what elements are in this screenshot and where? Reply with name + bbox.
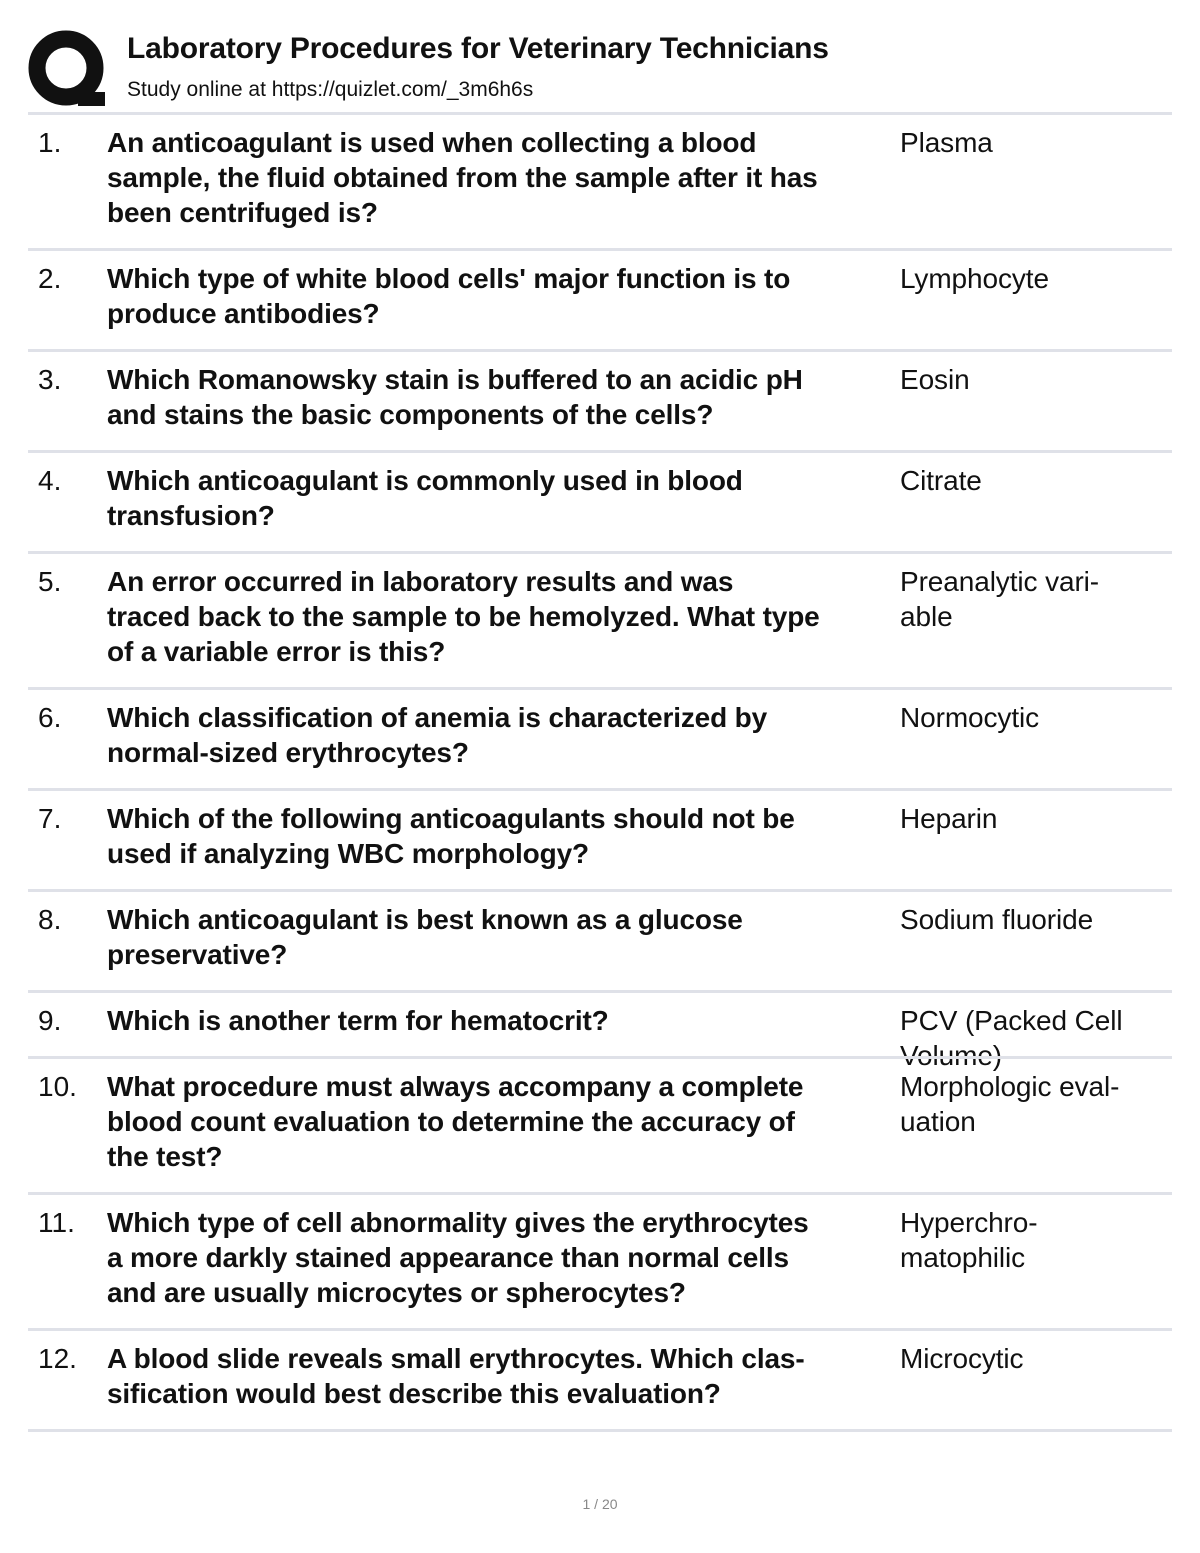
answer-line: Microcytic <box>900 1343 1024 1374</box>
card-answer <box>900 902 1162 937</box>
question-line: An error occurred in laboratory results and was <box>107 566 734 597</box>
answer-line: able <box>900 601 953 632</box>
card-question <box>107 125 892 230</box>
question-line: transfusion? <box>107 500 275 531</box>
answer-line: Normocytic <box>900 702 1040 733</box>
question-line: Which is another term for hematocrit? <box>107 1005 609 1036</box>
flashcard-row <box>28 349 1172 450</box>
question-line: Which anticoagulant is best known as a glucose <box>107 904 743 935</box>
question-line: blood count evaluation to determine the accuracy of <box>107 1106 795 1137</box>
card-answer <box>900 801 1162 836</box>
card-question <box>107 700 892 770</box>
answer-line: Preanalytic vari- <box>900 566 1100 597</box>
answer-line: PCV (Packed Cell <box>900 1005 1123 1036</box>
document-title: Laboratory Procedures for Veterinary Technicians <box>127 32 829 65</box>
answer-line: Plasma <box>900 127 993 158</box>
flashcard-row <box>28 788 1172 889</box>
answer-line: uation <box>900 1106 976 1137</box>
question-line: and stains the basic components of the cells? <box>107 399 714 430</box>
question-line: Which anticoagulant is commonly used in blood <box>107 465 743 496</box>
question-line: preservative? <box>107 939 288 970</box>
card-question <box>107 564 892 669</box>
flashcard-row <box>28 1056 1172 1192</box>
question-line: sample, the fluid obtained from the sample after it has <box>107 162 818 193</box>
card-question <box>107 362 892 432</box>
answer-line: Morphologic eval- <box>900 1071 1120 1102</box>
card-answer <box>900 1069 1162 1139</box>
answer-line: Volume) <box>900 1040 1003 1071</box>
card-question <box>107 1003 892 1038</box>
answer-line: Hyperchro- <box>900 1207 1038 1238</box>
flashcard-row <box>28 450 1172 551</box>
card-answer <box>900 1341 1162 1376</box>
card-question <box>107 801 892 871</box>
question-line: the test? <box>107 1141 223 1172</box>
card-question <box>107 463 892 533</box>
card-answer <box>900 1205 1162 1275</box>
study-online-link[interactable]: Study online at https://quizlet.com/_3m6h6s <box>127 78 534 101</box>
card-answer <box>900 261 1162 296</box>
flashcard-row <box>28 990 1172 1071</box>
question-line: What procedure must always accompany a complete <box>107 1071 804 1102</box>
flashcard-row <box>28 687 1172 788</box>
answer-line: Heparin <box>900 803 998 834</box>
question-line: of a variable error is this? <box>107 636 446 667</box>
page-header <box>28 28 1172 112</box>
card-question <box>107 1069 892 1174</box>
question-line: Which type of cell abnormality gives the erythrocytes <box>107 1207 809 1238</box>
answer-line: matophilic <box>900 1242 1026 1273</box>
flashcard-row <box>28 889 1172 990</box>
card-question <box>107 261 892 331</box>
card-question <box>107 1341 892 1411</box>
card-number: 12. <box>38 1343 77 1374</box>
flashcard-row <box>28 1328 1172 1432</box>
question-line: been centrifuged is? <box>107 197 378 228</box>
card-number: 10. <box>38 1071 77 1102</box>
quizlet-q-logo-icon <box>28 30 108 110</box>
flashcard-row <box>28 112 1172 248</box>
question-line: a more darkly stained appearance than normal cells <box>107 1242 789 1273</box>
question-line: A blood slide reveals small erythrocytes. Which clas- <box>107 1343 805 1374</box>
card-answer <box>900 700 1162 735</box>
flashcard-row <box>28 248 1172 349</box>
question-line: used if analyzing WBC morphology? <box>107 838 589 869</box>
answer-line: Eosin <box>900 364 970 395</box>
question-line: and are usually microcytes or spherocytes? <box>107 1277 686 1308</box>
card-question <box>107 1205 892 1310</box>
page-number: 1 / 20 <box>582 1496 618 1512</box>
question-line: Which classification of anemia is characterized by <box>107 702 768 733</box>
question-line: An anticoagulant is used when collecting a blood <box>107 127 757 158</box>
answer-line: Citrate <box>900 465 982 496</box>
question-line: Which type of white blood cells' major function is to <box>107 263 791 294</box>
card-number: 11. <box>38 1207 75 1238</box>
card-answer <box>900 362 1162 397</box>
question-line: Which Romanowsky stain is buffered to an acidic pH <box>107 364 803 395</box>
flashcard-list <box>28 112 1172 1432</box>
card-number: 9. <box>38 1005 62 1036</box>
question-line: Which of the following anticoagulants should not be <box>107 803 795 834</box>
card-answer <box>900 463 1162 498</box>
card-number: 4. <box>38 465 62 496</box>
question-line: traced back to the sample to be hemolyzed. What type <box>107 601 820 632</box>
question-line: sification would best describe this evaluation? <box>107 1378 721 1409</box>
flashcard-row <box>28 551 1172 687</box>
card-number: 1. <box>38 127 62 158</box>
flashcard-row <box>28 1192 1172 1328</box>
card-number: 2. <box>38 263 62 294</box>
card-number: 8. <box>38 904 62 935</box>
question-line: produce antibodies? <box>107 298 380 329</box>
card-answer <box>900 564 1162 634</box>
card-answer <box>900 125 1162 160</box>
card-number: 5. <box>38 566 62 597</box>
card-question <box>107 902 892 972</box>
question-line: normal-sized erythrocytes? <box>107 737 469 768</box>
card-number: 3. <box>38 364 62 395</box>
answer-line: Lymphocyte <box>900 263 1049 294</box>
card-number: 7. <box>38 803 62 834</box>
card-number: 6. <box>38 702 62 733</box>
answer-line: Sodium fluoride <box>900 904 1094 935</box>
